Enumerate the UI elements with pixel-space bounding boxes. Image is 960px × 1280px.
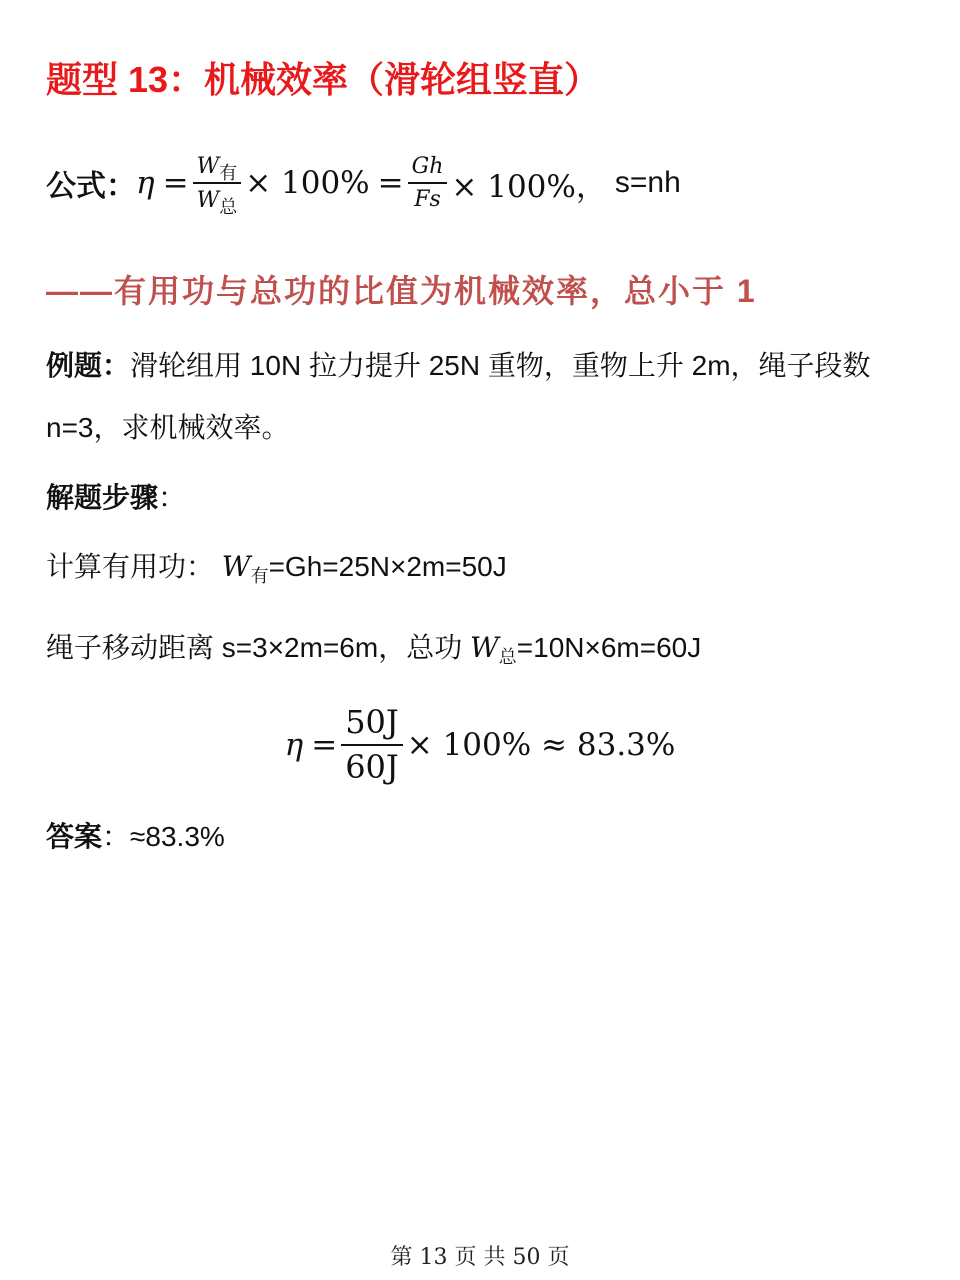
section-title: 题型 13：机械效率（滑轮组竖直） — [46, 59, 601, 100]
steps-heading — [46, 476, 186, 516]
result-equals: = — [311, 727, 338, 763]
fs-denominator: Fs — [414, 187, 441, 212]
page-footer: 第 13 页 共 50 页 — [390, 1245, 570, 1270]
gh-fs-fraction — [408, 154, 448, 213]
total-work-subscript: 总 — [219, 197, 238, 218]
steps-colon: ： — [158, 482, 187, 513]
result-rest: × 100% ≈ 83.3% — [406, 727, 676, 763]
step1-prefix: 计算有用功： — [46, 551, 215, 582]
useful-work-subscript: 有 — [219, 162, 238, 184]
equals-sign: = — [162, 165, 189, 201]
result-fraction-bar — [341, 744, 403, 746]
formula-line — [46, 128, 681, 238]
example-label: 例题： — [46, 350, 131, 381]
example-line-2: n=3，求机械效率。 — [46, 412, 290, 443]
useful-work-symbol: W — [196, 153, 220, 179]
step-2 — [46, 626, 701, 666]
answer-line — [46, 815, 225, 855]
step2-w-symbol: W — [469, 631, 499, 664]
result-denominator: 60J — [345, 748, 399, 786]
times-percent: × 100% — [245, 165, 370, 201]
step1-w-symbol: W — [221, 550, 251, 583]
work-ratio-fraction — [193, 153, 242, 218]
answer-label: 答案 — [46, 821, 103, 852]
step-1 — [46, 545, 507, 585]
eta-symbol: η — [136, 165, 155, 201]
result-fraction — [341, 704, 403, 786]
gh-numerator: Gh — [411, 153, 444, 179]
formula-label: 公式： — [46, 170, 136, 203]
answer-colon: ： — [102, 821, 131, 852]
step2-value: =10N×6m=60J — [516, 632, 702, 663]
step2-prefix: 绳子移动距离 s=3×2m=6m，总功 — [46, 632, 470, 663]
step1-w-subscript: 有 — [250, 566, 269, 587]
example-text-1: 滑轮组用 10N 拉力提升 25N 重物，重物上升 2m，绳子段数 — [130, 350, 871, 381]
steps-label: 解题步骤 — [46, 482, 159, 513]
step2-w-subscript: 总 — [498, 647, 517, 668]
fraction-bar-2 — [408, 182, 448, 184]
result-formula — [0, 690, 960, 800]
times-percent-2: × 100%， — [451, 168, 607, 205]
equals-sign-2: = — [377, 165, 404, 201]
answer-value: ≈83.3% — [130, 821, 225, 852]
result-eta: η — [284, 727, 304, 763]
tagline: ——有用功与总功的比值为机械效率，总小于 1 — [46, 273, 757, 309]
total-work-symbol: W — [196, 188, 220, 213]
step1-value: =Gh=25N×2m=50J — [268, 551, 507, 582]
s-equals-nh: s=nh — [614, 166, 681, 199]
result-numerator: 50J — [345, 703, 399, 742]
example-line-1 — [46, 344, 871, 384]
